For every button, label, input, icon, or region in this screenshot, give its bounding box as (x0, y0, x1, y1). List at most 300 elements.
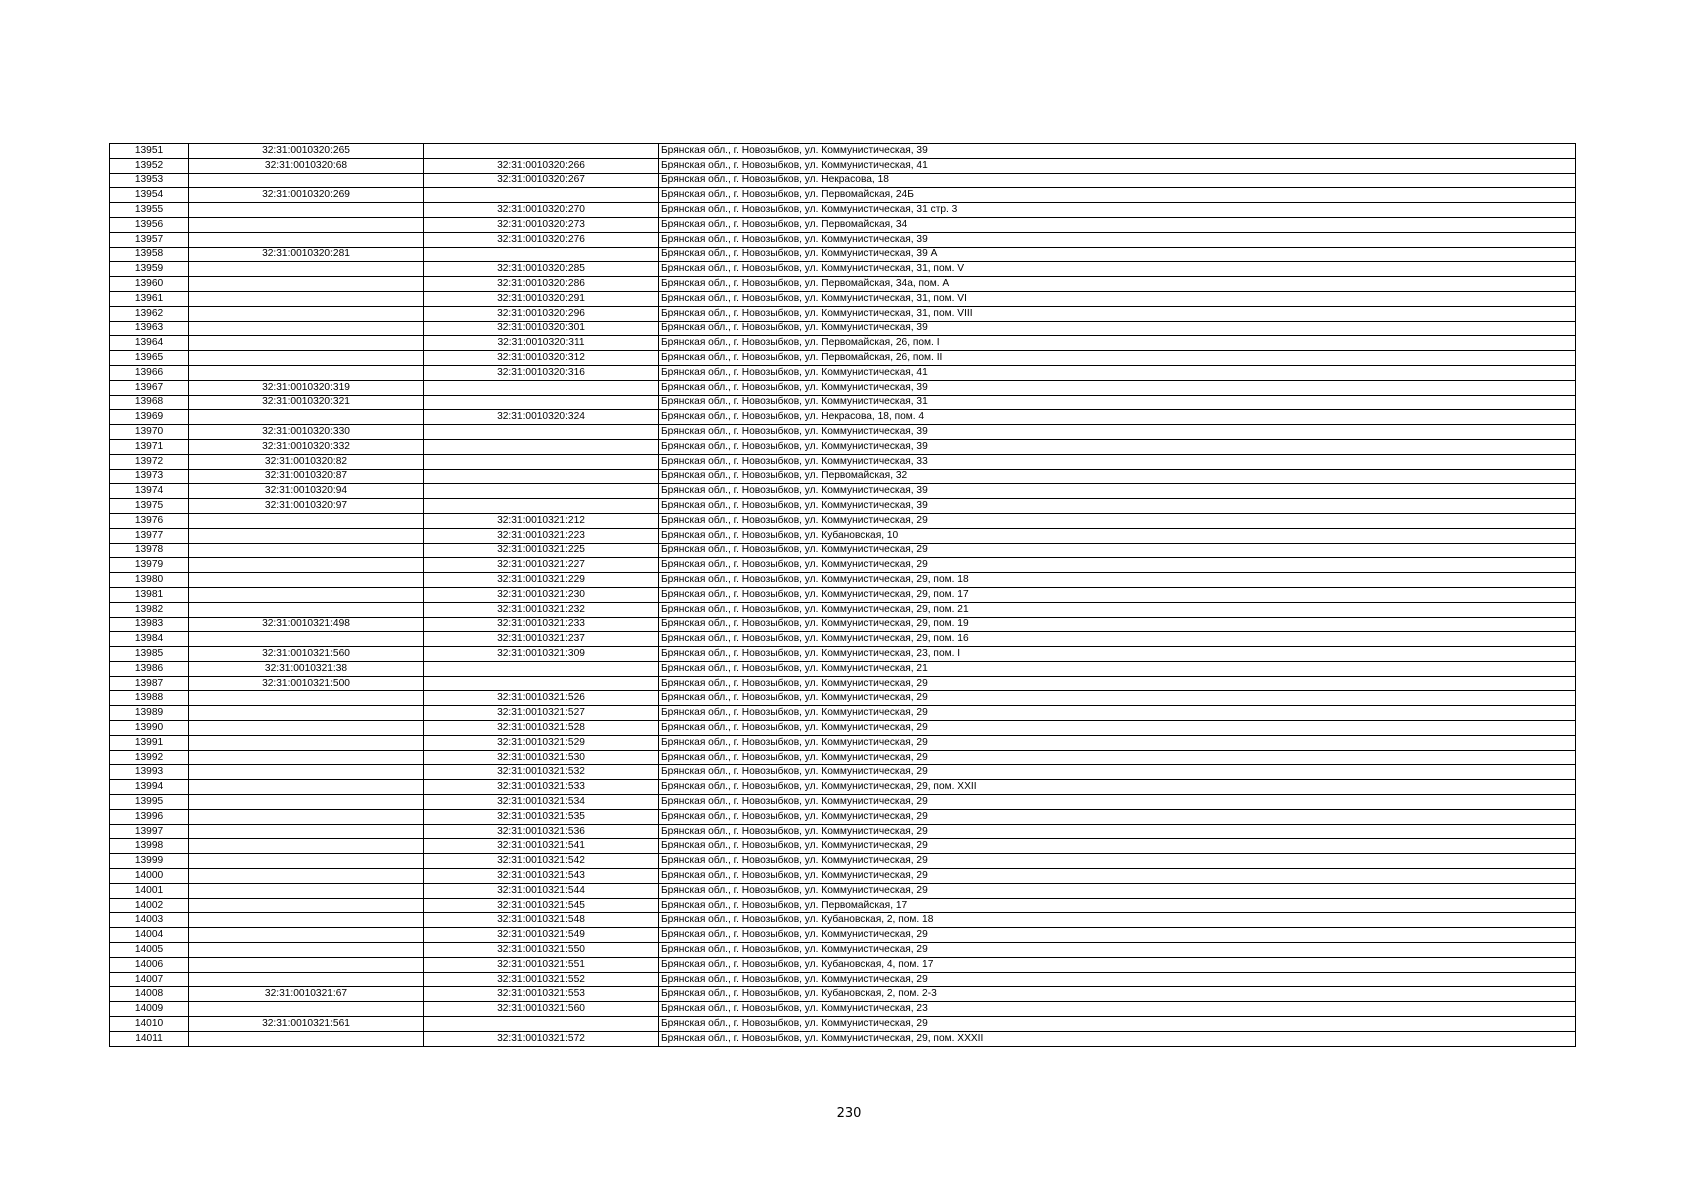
table-row (110, 410, 1576, 425)
row-number-cell: 13961 (110, 291, 189, 306)
object-cadastral-number-cell (424, 144, 659, 159)
row-number-cell: 13999 (110, 854, 189, 869)
table-row (110, 558, 1576, 573)
address-cell: Брянская обл., г. Новозыбков, ул. Коммунистическая, 29 (659, 795, 1576, 810)
table-row (110, 972, 1576, 987)
address-cell: Брянская обл., г. Новозыбков, ул. Некрасова, 18 (659, 173, 1576, 188)
address-cell: Брянская обл., г. Новозыбков, ул. Кубановская, 10 (659, 528, 1576, 543)
object-cadastral-number-cell: 32:31:0010321:227 (424, 558, 659, 573)
row-number-cell: 13964 (110, 336, 189, 351)
row-number-cell: 14010 (110, 1017, 189, 1032)
table-row (110, 839, 1576, 854)
object-cadastral-number-cell: 32:31:0010320:296 (424, 306, 659, 321)
cadastral-number-cell: 32:31:0010320:330 (189, 425, 424, 440)
address-cell: Брянская обл., г. Новозыбков, ул. Кубановская, 4, пом. 17 (659, 957, 1576, 972)
row-number-cell: 13954 (110, 188, 189, 203)
address-cell: Брянская обл., г. Новозыбков, ул. Коммунистическая, 33 (659, 454, 1576, 469)
register-table-body (110, 144, 1576, 1047)
object-cadastral-number-cell: 32:31:0010321:530 (424, 750, 659, 765)
object-cadastral-number-cell: 32:31:0010321:534 (424, 795, 659, 810)
row-number-cell: 13976 (110, 513, 189, 528)
address-cell: Брянская обл., г. Новозыбков, ул. Коммунистическая, 39 (659, 144, 1576, 159)
row-number-cell: 13975 (110, 499, 189, 514)
row-number-cell: 13955 (110, 203, 189, 218)
row-number-cell: 13958 (110, 247, 189, 262)
table-row (110, 854, 1576, 869)
table-row (110, 913, 1576, 928)
row-number-cell: 13977 (110, 528, 189, 543)
object-cadastral-number-cell: 32:31:0010320:311 (424, 336, 659, 351)
cadastral-number-cell (189, 809, 424, 824)
table-row (110, 306, 1576, 321)
row-number-cell: 13994 (110, 780, 189, 795)
table-row (110, 1017, 1576, 1032)
address-cell: Брянская обл., г. Новозыбков, ул. Коммунистическая, 29 (659, 513, 1576, 528)
cadastral-number-cell (189, 291, 424, 306)
table-row (110, 188, 1576, 203)
cadastral-number-cell: 32:31:0010320:87 (189, 469, 424, 484)
cadastral-number-cell (189, 543, 424, 558)
row-number-cell: 14005 (110, 943, 189, 958)
cadastral-number-cell (189, 336, 424, 351)
address-cell: Брянская обл., г. Новозыбков, ул. Коммунистическая, 29 (659, 1017, 1576, 1032)
cadastral-number-cell: 32:31:0010321:67 (189, 987, 424, 1002)
object-cadastral-number-cell: 32:31:0010321:544 (424, 883, 659, 898)
cadastral-number-cell (189, 824, 424, 839)
table-row (110, 380, 1576, 395)
table-row (110, 632, 1576, 647)
cadastral-number-cell (189, 795, 424, 810)
cadastral-number-cell (189, 351, 424, 366)
table-row (110, 676, 1576, 691)
cadastral-number-cell: 32:31:0010321:498 (189, 617, 424, 632)
address-cell: Брянская обл., г. Новозыбков, ул. Коммунистическая, 31 стр. 3 (659, 203, 1576, 218)
table-row (110, 484, 1576, 499)
object-cadastral-number-cell (424, 395, 659, 410)
cadastral-number-cell (189, 869, 424, 884)
object-cadastral-number-cell: 32:31:0010321:225 (424, 543, 659, 558)
table-row (110, 469, 1576, 484)
address-cell: Брянская обл., г. Новозыбков, ул. Коммунистическая, 29, пом. 17 (659, 587, 1576, 602)
cadastral-number-cell: 32:31:0010321:560 (189, 647, 424, 662)
row-number-cell: 14000 (110, 869, 189, 884)
address-cell: Брянская обл., г. Новозыбков, ул. Первомайская, 32 (659, 469, 1576, 484)
table-row (110, 943, 1576, 958)
table-row (110, 706, 1576, 721)
object-cadastral-number-cell: 32:31:0010321:550 (424, 943, 659, 958)
row-number-cell: 13984 (110, 632, 189, 647)
cadastral-number-cell: 32:31:0010321:500 (189, 676, 424, 691)
row-number-cell: 14001 (110, 883, 189, 898)
table-row (110, 158, 1576, 173)
address-cell: Брянская обл., г. Новозыбков, ул. Коммунистическая, 29 (659, 721, 1576, 736)
address-cell: Брянская обл., г. Новозыбков, ул. Первомайская, 26, пом. II (659, 351, 1576, 366)
address-cell: Брянская обл., г. Новозыбков, ул. Коммунистическая, 39 (659, 484, 1576, 499)
object-cadastral-number-cell: 32:31:0010321:527 (424, 706, 659, 721)
address-cell: Брянская обл., г. Новозыбков, ул. Коммунистическая, 29 (659, 706, 1576, 721)
table-row (110, 883, 1576, 898)
address-cell: Брянская обл., г. Новозыбков, ул. Коммунистическая, 29 (659, 869, 1576, 884)
address-cell: Брянская обл., г. Новозыбков, ул. Кубановская, 2, пом. 18 (659, 913, 1576, 928)
row-number-cell: 13960 (110, 277, 189, 292)
cadastral-number-cell: 32:31:0010321:561 (189, 1017, 424, 1032)
object-cadastral-number-cell: 32:31:0010321:553 (424, 987, 659, 1002)
object-cadastral-number-cell (424, 676, 659, 691)
cadastral-number-cell: 32:31:0010320:68 (189, 158, 424, 173)
cadastral-number-cell: 32:31:0010321:38 (189, 661, 424, 676)
table-row (110, 499, 1576, 514)
cadastral-number-cell: 32:31:0010320:94 (189, 484, 424, 499)
address-cell: Брянская обл., г. Новозыбков, ул. Первомайская, 26, пом. I (659, 336, 1576, 351)
table-row (110, 217, 1576, 232)
row-number-cell: 14011 (110, 1031, 189, 1046)
table-row (110, 144, 1576, 159)
cadastral-number-cell (189, 173, 424, 188)
cadastral-number-cell (189, 587, 424, 602)
table-row (110, 528, 1576, 543)
table-row (110, 602, 1576, 617)
cadastral-number-cell (189, 928, 424, 943)
cadastral-number-cell (189, 217, 424, 232)
address-cell: Брянская обл., г. Новозыбков, ул. Коммунистическая, 23, пом. I (659, 647, 1576, 662)
table-row (110, 395, 1576, 410)
address-cell: Брянская обл., г. Новозыбков, ул. Первомайская, 34 (659, 217, 1576, 232)
address-cell: Брянская обл., г. Новозыбков, ул. Коммунистическая, 29 (659, 558, 1576, 573)
table-row (110, 750, 1576, 765)
object-cadastral-number-cell (424, 469, 659, 484)
table-row (110, 336, 1576, 351)
address-cell: Брянская обл., г. Новозыбков, ул. Коммунистическая, 31, пом. V (659, 262, 1576, 277)
address-cell: Брянская обл., г. Новозыбков, ул. Первомайская, 34а, пом. А (659, 277, 1576, 292)
address-cell: Брянская обл., г. Новозыбков, ул. Коммунистическая, 29 (659, 928, 1576, 943)
object-cadastral-number-cell (424, 247, 659, 262)
row-number-cell: 13951 (110, 144, 189, 159)
row-number-cell: 13989 (110, 706, 189, 721)
address-cell: Брянская обл., г. Новозыбков, ул. Коммунистическая, 31, пом. VI (659, 291, 1576, 306)
cadastral-number-cell (189, 957, 424, 972)
row-number-cell: 13957 (110, 232, 189, 247)
address-cell: Брянская обл., г. Новозыбков, ул. Коммунистическая, 29 (659, 735, 1576, 750)
object-cadastral-number-cell: 32:31:0010321:545 (424, 898, 659, 913)
row-number-cell: 13973 (110, 469, 189, 484)
row-number-cell: 13991 (110, 735, 189, 750)
table-row (110, 721, 1576, 736)
address-cell: Брянская обл., г. Новозыбков, ул. Коммунистическая, 29, пом. 18 (659, 573, 1576, 588)
table-row (110, 587, 1576, 602)
object-cadastral-number-cell: 32:31:0010321:542 (424, 854, 659, 869)
table-row (110, 439, 1576, 454)
cadastral-number-cell: 32:31:0010320:97 (189, 499, 424, 514)
table-row (110, 365, 1576, 380)
address-cell: Брянская обл., г. Новозыбков, ул. Коммунистическая, 29 (659, 750, 1576, 765)
cadastral-number-cell (189, 1002, 424, 1017)
cadastral-number-cell (189, 277, 424, 292)
row-number-cell: 13965 (110, 351, 189, 366)
cadastral-number-cell (189, 365, 424, 380)
object-cadastral-number-cell: 32:31:0010321:237 (424, 632, 659, 647)
object-cadastral-number-cell: 32:31:0010320:266 (424, 158, 659, 173)
cadastral-number-cell (189, 943, 424, 958)
cadastral-number-cell: 32:31:0010320:269 (189, 188, 424, 203)
object-cadastral-number-cell: 32:31:0010321:529 (424, 735, 659, 750)
row-number-cell: 13992 (110, 750, 189, 765)
row-number-cell: 13988 (110, 691, 189, 706)
cadastral-number-cell (189, 898, 424, 913)
cadastral-number-cell (189, 706, 424, 721)
cadastral-number-cell (189, 306, 424, 321)
row-number-cell: 13970 (110, 425, 189, 440)
object-cadastral-number-cell: 32:31:0010321:526 (424, 691, 659, 706)
address-cell: Брянская обл., г. Новозыбков, ул. Коммунистическая, 29, пом. XXII (659, 780, 1576, 795)
address-cell: Брянская обл., г. Новозыбков, ул. Коммунистическая, 23 (659, 1002, 1576, 1017)
object-cadastral-number-cell (424, 425, 659, 440)
cadastral-number-cell (189, 913, 424, 928)
row-number-cell: 13967 (110, 380, 189, 395)
row-number-cell: 13969 (110, 410, 189, 425)
row-number-cell: 14009 (110, 1002, 189, 1017)
address-cell: Брянская обл., г. Новозыбков, ул. Коммунистическая, 29 (659, 883, 1576, 898)
address-cell: Брянская обл., г. Новозыбков, ул. Коммунистическая, 41 (659, 158, 1576, 173)
object-cadastral-number-cell: 32:31:0010321:533 (424, 780, 659, 795)
table-row (110, 291, 1576, 306)
cadastral-number-cell (189, 513, 424, 528)
cadastral-number-cell: 32:31:0010320:321 (189, 395, 424, 410)
register-table (109, 143, 1576, 1047)
cadastral-number-cell (189, 735, 424, 750)
address-cell: Брянская обл., г. Новозыбков, ул. Коммунистическая, 29 (659, 972, 1576, 987)
table-row (110, 795, 1576, 810)
address-cell: Брянская обл., г. Новозыбков, ул. Коммунистическая, 39 А (659, 247, 1576, 262)
object-cadastral-number-cell: 32:31:0010321:552 (424, 972, 659, 987)
cadastral-number-cell (189, 262, 424, 277)
address-cell: Брянская обл., г. Новозыбков, ул. Коммунистическая, 29 (659, 839, 1576, 854)
table-row (110, 928, 1576, 943)
row-number-cell: 14003 (110, 913, 189, 928)
cadastral-number-cell: 32:31:0010320:281 (189, 247, 424, 262)
row-number-cell: 13983 (110, 617, 189, 632)
address-cell: Брянская обл., г. Новозыбков, ул. Коммунистическая, 41 (659, 365, 1576, 380)
cadastral-number-cell (189, 528, 424, 543)
row-number-cell: 13953 (110, 173, 189, 188)
row-number-cell: 13956 (110, 217, 189, 232)
cadastral-number-cell: 32:31:0010320:319 (189, 380, 424, 395)
row-number-cell: 13972 (110, 454, 189, 469)
table-row (110, 425, 1576, 440)
object-cadastral-number-cell: 32:31:0010321:535 (424, 809, 659, 824)
cadastral-number-cell (189, 1031, 424, 1046)
row-number-cell: 13998 (110, 839, 189, 854)
table-row (110, 617, 1576, 632)
table-row (110, 987, 1576, 1002)
row-number-cell: 13996 (110, 809, 189, 824)
address-cell: Брянская обл., г. Новозыбков, ул. Коммунистическая, 29 (659, 824, 1576, 839)
address-cell: Брянская обл., г. Новозыбков, ул. Коммунистическая, 39 (659, 321, 1576, 336)
address-cell: Брянская обл., г. Новозыбков, ул. Коммунистическая, 21 (659, 661, 1576, 676)
object-cadastral-number-cell: 32:31:0010320:285 (424, 262, 659, 277)
address-cell: Брянская обл., г. Новозыбков, ул. Коммунистическая, 29, пом. 16 (659, 632, 1576, 647)
row-number-cell: 13959 (110, 262, 189, 277)
address-cell: Брянская обл., г. Новозыбков, ул. Коммунистическая, 29 (659, 691, 1576, 706)
table-row (110, 898, 1576, 913)
object-cadastral-number-cell (424, 484, 659, 499)
cadastral-number-cell: 32:31:0010320:82 (189, 454, 424, 469)
object-cadastral-number-cell: 32:31:0010321:560 (424, 1002, 659, 1017)
table-row (110, 262, 1576, 277)
object-cadastral-number-cell (424, 499, 659, 514)
table-row (110, 173, 1576, 188)
object-cadastral-number-cell: 32:31:0010321:572 (424, 1031, 659, 1046)
row-number-cell: 13995 (110, 795, 189, 810)
row-number-cell: 13987 (110, 676, 189, 691)
cadastral-number-cell (189, 691, 424, 706)
row-number-cell: 13981 (110, 587, 189, 602)
address-cell: Брянская обл., г. Новозыбков, ул. Коммунистическая, 29 (659, 854, 1576, 869)
cadastral-number-cell (189, 721, 424, 736)
table-row (110, 232, 1576, 247)
address-cell: Брянская обл., г. Новозыбков, ул. Первомайская, 24Б (659, 188, 1576, 203)
cadastral-number-cell (189, 632, 424, 647)
object-cadastral-number-cell: 32:31:0010320:324 (424, 410, 659, 425)
address-cell: Брянская обл., г. Новозыбков, ул. Коммунистическая, 29, пом. 19 (659, 617, 1576, 632)
table-row (110, 543, 1576, 558)
row-number-cell: 13990 (110, 721, 189, 736)
address-cell: Брянская обл., г. Новозыбков, ул. Коммунистическая, 29 (659, 809, 1576, 824)
address-cell: Брянская обл., г. Новозыбков, ул. Коммунистическая, 39 (659, 425, 1576, 440)
object-cadastral-number-cell (424, 1017, 659, 1032)
address-cell: Брянская обл., г. Новозыбков, ул. Коммунистическая, 31, пом. VIII (659, 306, 1576, 321)
table-row (110, 765, 1576, 780)
row-number-cell: 13978 (110, 543, 189, 558)
object-cadastral-number-cell: 32:31:0010321:230 (424, 587, 659, 602)
row-number-cell: 13974 (110, 484, 189, 499)
address-cell: Брянская обл., г. Новозыбков, ул. Некрасова, 18, пом. 4 (659, 410, 1576, 425)
object-cadastral-number-cell (424, 439, 659, 454)
cadastral-number-cell (189, 839, 424, 854)
cadastral-number-cell (189, 558, 424, 573)
table-row (110, 513, 1576, 528)
table-row (110, 321, 1576, 336)
object-cadastral-number-cell (424, 454, 659, 469)
table-row (110, 1002, 1576, 1017)
object-cadastral-number-cell: 32:31:0010320:270 (424, 203, 659, 218)
cadastral-number-cell (189, 765, 424, 780)
table-row (110, 661, 1576, 676)
table-row (110, 454, 1576, 469)
object-cadastral-number-cell: 32:31:0010320:301 (424, 321, 659, 336)
table-row (110, 277, 1576, 292)
row-number-cell: 13982 (110, 602, 189, 617)
table-row (110, 809, 1576, 824)
table-row (110, 1031, 1576, 1046)
cadastral-number-cell: 32:31:0010320:332 (189, 439, 424, 454)
object-cadastral-number-cell: 32:31:0010321:229 (424, 573, 659, 588)
cadastral-number-cell (189, 203, 424, 218)
address-cell: Брянская обл., г. Новозыбков, ул. Коммунистическая, 29 (659, 543, 1576, 558)
cadastral-number-cell (189, 573, 424, 588)
address-cell: Брянская обл., г. Новозыбков, ул. Первомайская, 17 (659, 898, 1576, 913)
object-cadastral-number-cell: 32:31:0010321:309 (424, 647, 659, 662)
cadastral-number-cell (189, 883, 424, 898)
object-cadastral-number-cell: 32:31:0010320:267 (424, 173, 659, 188)
object-cadastral-number-cell: 32:31:0010321:232 (424, 602, 659, 617)
object-cadastral-number-cell: 32:31:0010321:551 (424, 957, 659, 972)
object-cadastral-number-cell: 32:31:0010320:291 (424, 291, 659, 306)
row-number-cell: 14008 (110, 987, 189, 1002)
row-number-cell: 13962 (110, 306, 189, 321)
object-cadastral-number-cell: 32:31:0010320:273 (424, 217, 659, 232)
row-number-cell: 14004 (110, 928, 189, 943)
table-row (110, 735, 1576, 750)
address-cell: Брянская обл., г. Новозыбков, ул. Коммунистическая, 29 (659, 765, 1576, 780)
object-cadastral-number-cell (424, 380, 659, 395)
object-cadastral-number-cell (424, 188, 659, 203)
table-row (110, 691, 1576, 706)
cadastral-number-cell (189, 780, 424, 795)
address-cell: Брянская обл., г. Новозыбков, ул. Кубановская, 2, пом. 2-3 (659, 987, 1576, 1002)
object-cadastral-number-cell: 32:31:0010321:212 (424, 513, 659, 528)
object-cadastral-number-cell: 32:31:0010320:286 (424, 277, 659, 292)
object-cadastral-number-cell: 32:31:0010320:312 (424, 351, 659, 366)
address-cell: Брянская обл., г. Новозыбков, ул. Коммунистическая, 39 (659, 439, 1576, 454)
row-number-cell: 13966 (110, 365, 189, 380)
address-cell: Брянская обл., г. Новозыбков, ул. Коммунистическая, 29, пом. XXXII (659, 1031, 1576, 1046)
object-cadastral-number-cell (424, 661, 659, 676)
table-row (110, 957, 1576, 972)
table-row (110, 869, 1576, 884)
address-cell: Брянская обл., г. Новозыбков, ул. Коммунистическая, 39 (659, 499, 1576, 514)
address-cell: Брянская обл., г. Новозыбков, ул. Коммунистическая, 29 (659, 943, 1576, 958)
cadastral-number-cell (189, 410, 424, 425)
cadastral-number-cell (189, 854, 424, 869)
table-row (110, 203, 1576, 218)
row-number-cell: 13986 (110, 661, 189, 676)
page-number: 230 (836, 1106, 862, 1121)
row-number-cell: 13963 (110, 321, 189, 336)
cadastral-number-cell (189, 972, 424, 987)
object-cadastral-number-cell: 32:31:0010321:549 (424, 928, 659, 943)
cadastral-number-cell: 32:31:0010320:265 (189, 144, 424, 159)
object-cadastral-number-cell: 32:31:0010320:276 (424, 232, 659, 247)
row-number-cell: 13997 (110, 824, 189, 839)
row-number-cell: 13993 (110, 765, 189, 780)
cadastral-number-cell (189, 750, 424, 765)
cadastral-number-cell (189, 321, 424, 336)
address-cell: Брянская обл., г. Новозыбков, ул. Коммунистическая, 39 (659, 380, 1576, 395)
row-number-cell: 14006 (110, 957, 189, 972)
row-number-cell: 13971 (110, 439, 189, 454)
object-cadastral-number-cell: 32:31:0010321:233 (424, 617, 659, 632)
cadastral-number-cell (189, 232, 424, 247)
table-row (110, 647, 1576, 662)
object-cadastral-number-cell: 32:31:0010321:541 (424, 839, 659, 854)
row-number-cell: 14002 (110, 898, 189, 913)
object-cadastral-number-cell: 32:31:0010321:536 (424, 824, 659, 839)
object-cadastral-number-cell: 32:31:0010321:223 (424, 528, 659, 543)
address-cell: Брянская обл., г. Новозыбков, ул. Коммунистическая, 29 (659, 676, 1576, 691)
table-row (110, 351, 1576, 366)
object-cadastral-number-cell: 32:31:0010321:548 (424, 913, 659, 928)
row-number-cell: 13952 (110, 158, 189, 173)
address-cell: Брянская обл., г. Новозыбков, ул. Коммунистическая, 39 (659, 232, 1576, 247)
object-cadastral-number-cell: 32:31:0010321:528 (424, 721, 659, 736)
object-cadastral-number-cell: 32:31:0010321:532 (424, 765, 659, 780)
row-number-cell: 13985 (110, 647, 189, 662)
address-cell: Брянская обл., г. Новозыбков, ул. Коммунистическая, 31 (659, 395, 1576, 410)
cadastral-number-cell (189, 602, 424, 617)
row-number-cell: 13979 (110, 558, 189, 573)
table-row (110, 573, 1576, 588)
row-number-cell: 13980 (110, 573, 189, 588)
